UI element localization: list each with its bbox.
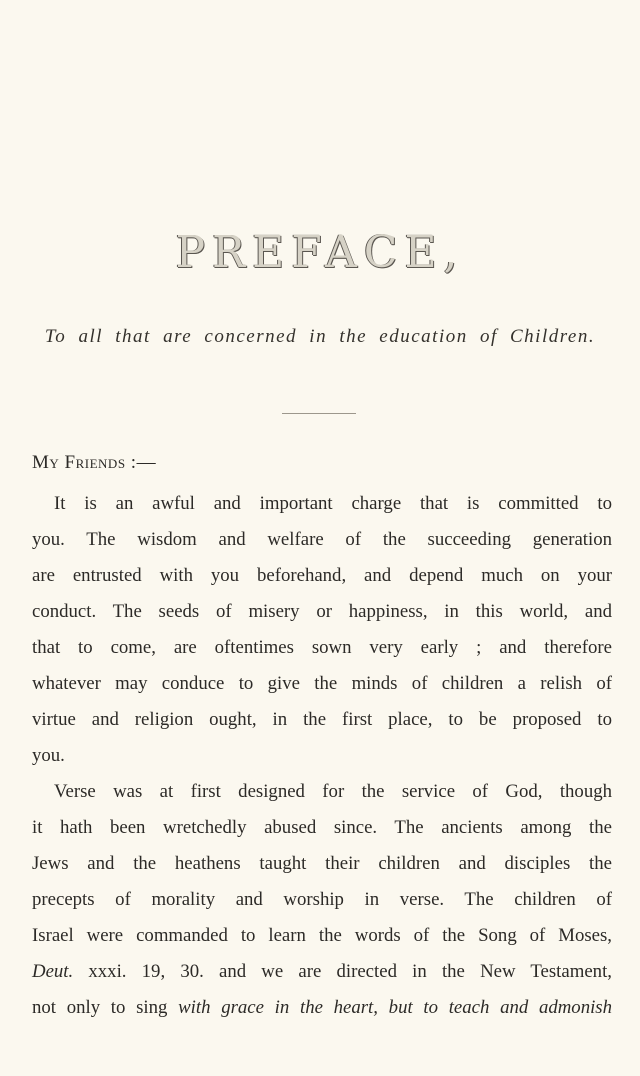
page-title: PREFACE, <box>175 227 465 278</box>
text-line: Verse was at first designed for the service of God, though <box>54 781 612 802</box>
text-segment: not only to sing <box>32 997 179 1018</box>
text-line: that to come, are oftentimes sown very early ; and therefore <box>32 637 612 658</box>
preface-body <box>32 486 612 1026</box>
divider-rule <box>282 413 356 414</box>
italic-quote: with grace in the heart, but to teach and admonish <box>178 997 612 1018</box>
text-line: are entrusted with you beforehand, and depend much on your <box>32 565 612 586</box>
italic-reference: Deut. <box>32 961 74 982</box>
text-line: it hath been wretchedly abused since. The ancients among the <box>32 817 612 838</box>
salutation: My Friends :— <box>32 452 157 473</box>
text-line <box>32 990 612 1026</box>
text-line: you. <box>32 745 65 766</box>
text-segment: xxxi. 19, 30. and we are directed in the New Testament, <box>73 961 612 982</box>
text-line: you. The wisdom and welfare of the succeeding generation <box>32 529 612 550</box>
text-line: It is an awful and important charge that is committed to <box>54 493 612 514</box>
text-line: virtue and religion ought, in the first place, to be proposed to <box>32 709 612 730</box>
text-line: Israel were commanded to learn the words of the Song of Moses, <box>32 925 612 946</box>
text-line: precepts of morality and worship in verse. The children of <box>32 889 612 910</box>
text-line <box>32 954 612 990</box>
text-line: conduct. The seeds of misery or happiness, in this world, and <box>32 601 612 622</box>
text-line: Jews and the heathens taught their children and disciples the <box>32 853 612 874</box>
text-line: whatever may conduce to give the minds of children a relish of <box>32 673 612 694</box>
dedication-subtitle: To all that are concerned in the education of Children. <box>44 326 596 347</box>
